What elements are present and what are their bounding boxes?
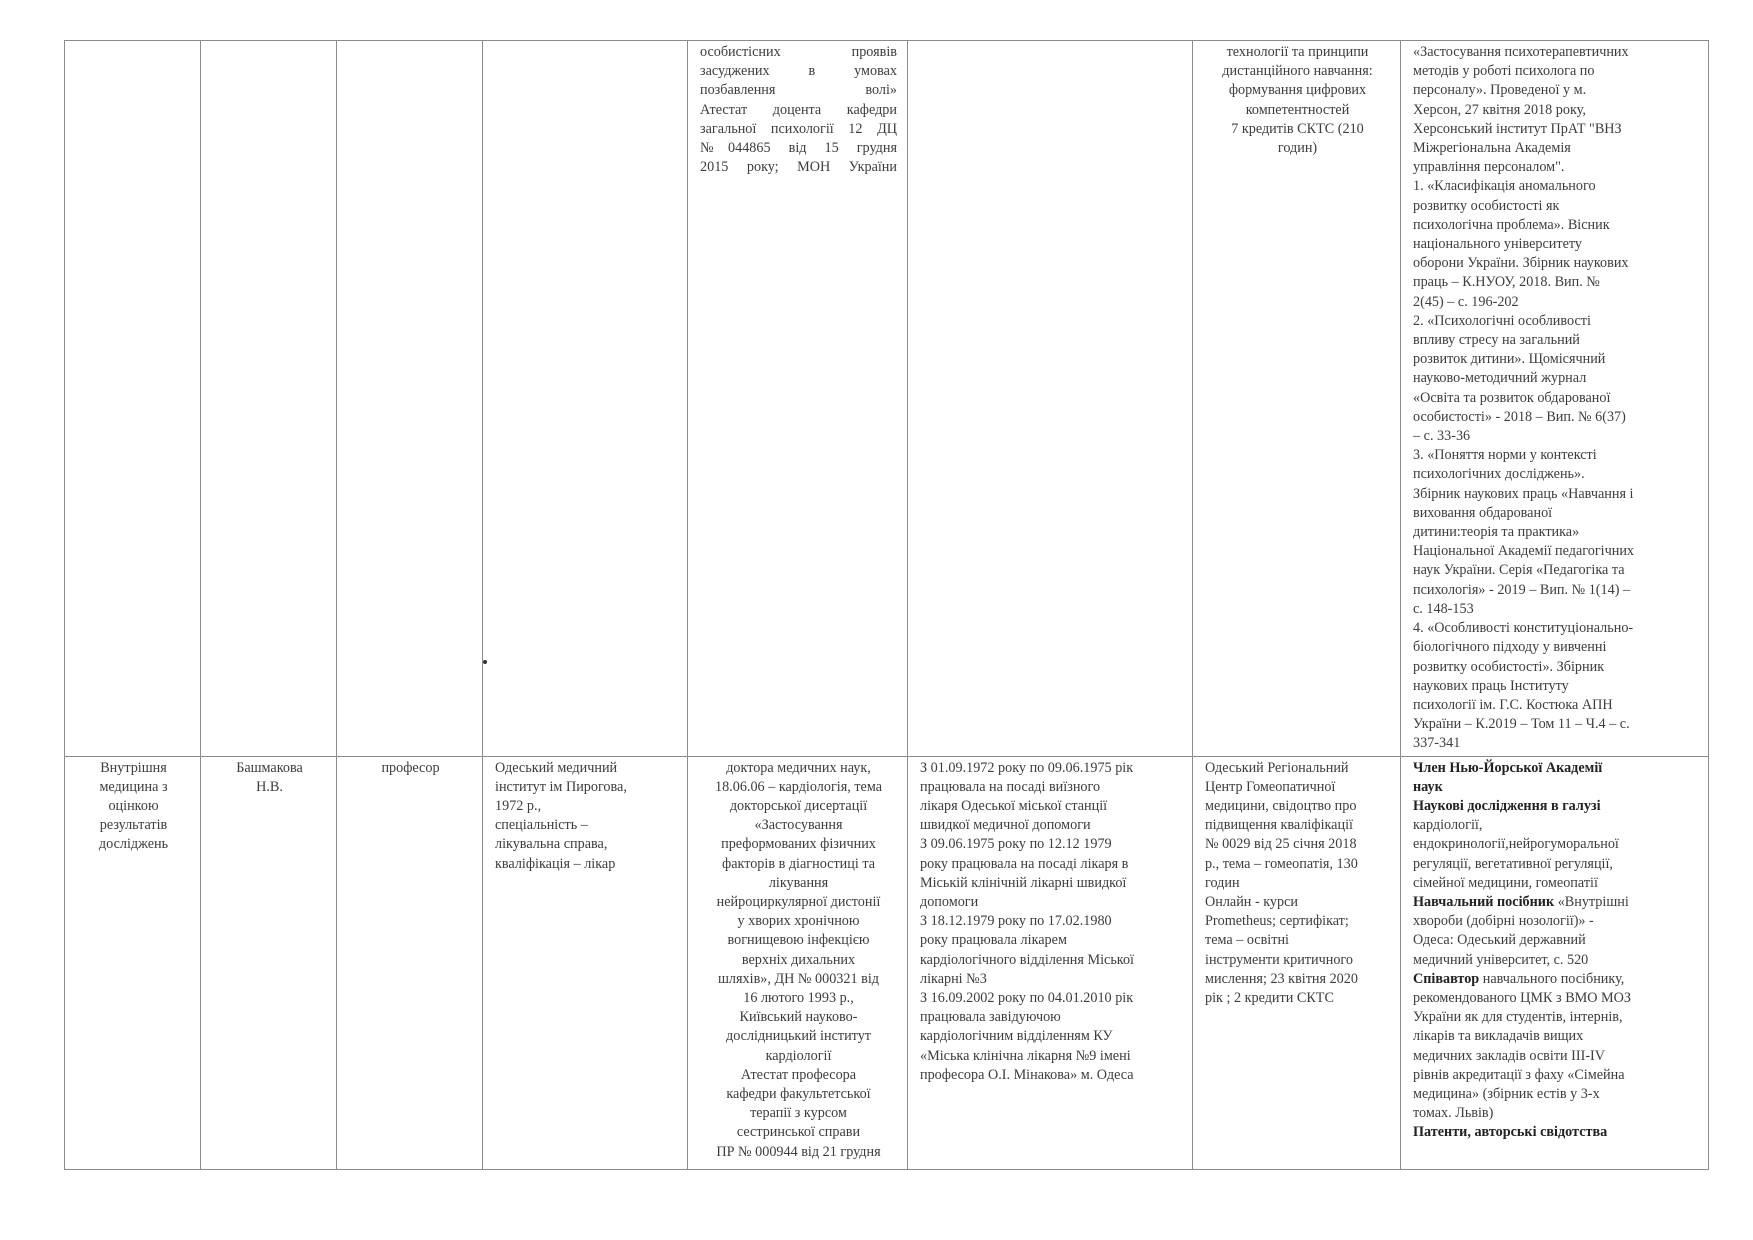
text-line: Херсон, 27 квітня 2018 року, [1413, 101, 1586, 118]
table-row [65, 756, 1709, 1169]
achievement-text: навчального посібнику, [1479, 970, 1625, 987]
text-line: 4. «Особливості конституціонально- [1413, 620, 1634, 637]
text-line: 18.06.06 – кардіологія, тема [714, 778, 883, 795]
cell-training [1193, 41, 1401, 757]
text-line: нейроциркулярної дистонії [716, 893, 881, 910]
text-line: наукових праць Інституту [1413, 677, 1569, 694]
text-line: кафедри факультетської [726, 1085, 871, 1102]
text-line: Prometheus; сертифікат; [1205, 913, 1349, 930]
text-line: тема – освітні [1205, 932, 1289, 949]
achievement-text: хвороби (добірні нозології)» - [1413, 913, 1594, 930]
achievement-text: сімейної медицини, гомеопатії [1413, 874, 1598, 891]
text-line: кваліфікація – лікар [495, 855, 616, 872]
text-line: 3. «Поняття норми у контексті [1413, 447, 1597, 464]
text-line: праць – К.НУОУ, 2018. Вип. № [1413, 274, 1600, 291]
text-line: особистісних проявів [700, 44, 897, 60]
achievement-line [1413, 855, 1698, 874]
achievement-line [1413, 797, 1698, 816]
cell-degree [688, 41, 908, 757]
text-line: факторів в діагностиці та [722, 855, 875, 872]
stray-dot [483, 660, 487, 664]
text-line: 1972 р., [495, 797, 542, 814]
text-line: управління персоналом". [1413, 159, 1565, 176]
text-line: інструменти критичного [1205, 951, 1353, 968]
text-line: працювала завідуючою [920, 1009, 1061, 1026]
text-line: впливу стресу на загальний [1413, 332, 1580, 349]
achievement-line [1413, 912, 1698, 931]
text-line: допомоги [920, 893, 979, 910]
text-line: дослідницький інститут [725, 1028, 871, 1045]
position-text: професор [381, 759, 440, 776]
text-line: годин) [1277, 140, 1318, 157]
cell-position [337, 756, 483, 1169]
achievement-heading: Патенти, авторські свідотства [1413, 1124, 1608, 1141]
text-line: оборони України. Збірник наукових [1413, 255, 1629, 272]
text-line: З 01.09.1972 року по 09.06.1975 рік [920, 759, 1134, 776]
text-line: України – К.2019 – Том 11 – Ч.4 – с. [1413, 716, 1630, 733]
text-line: доктора медичних наук, [726, 759, 871, 776]
text-line: компетентностей [1245, 101, 1350, 118]
text-line: годин [1205, 874, 1240, 891]
text-line: сестринської справи [736, 1124, 861, 1141]
text-line: вогнищевою інфекцією [727, 932, 870, 949]
text-line: 2(45) – с. 196-202 [1413, 293, 1519, 310]
text-line: Н.В. [256, 778, 283, 795]
text-line: інститут ім Пирогова, [495, 778, 627, 795]
text-line: загальної психології 12 ДЦ [700, 120, 897, 137]
table-row [65, 41, 1709, 757]
text-line: шляхів», ДН № 000321 від [718, 970, 879, 987]
achievement-heading: Наукові дослідження в галузі [1413, 797, 1601, 814]
achievement-line [1413, 874, 1698, 893]
cell-achievements [1401, 756, 1709, 1169]
text-line: с. 148-153 [1413, 600, 1474, 617]
text-line: працювала на посаді виїзного [920, 778, 1101, 795]
text-line: кардіологічним відділенням КУ [920, 1028, 1113, 1045]
text-line: кардіології [765, 1047, 832, 1064]
achievement-text: медичних закладів освіти III-IV [1413, 1047, 1606, 1064]
text-line: Башмакова [236, 759, 303, 776]
achievement-line [1413, 759, 1698, 778]
cell-education [483, 41, 688, 757]
text-line: 1. «Класифікація аномального [1413, 178, 1596, 195]
cell-position [337, 41, 483, 757]
text-line: особистості» - 2018 – Вип. № 6(37) [1413, 408, 1626, 425]
achievement-line [1413, 989, 1698, 1008]
achievement-text: медицина» (збірник естів у 3-х [1413, 1085, 1600, 1102]
text-line: позбавлення волі» [700, 82, 897, 99]
text-line: Одеський медичний [495, 759, 618, 776]
text-line: психологія» - 2019 – Вип. № 1(14) – [1413, 581, 1631, 598]
text-line: року працювала на посаді лікаря в [920, 855, 1129, 872]
cell-experience [908, 756, 1193, 1169]
text-line: Атестат доцента кафедри [700, 101, 897, 118]
text-line: розвиток дитини». Щомісячний [1413, 351, 1606, 368]
text-line: технології та принципи [1226, 44, 1369, 60]
text-line: науково-методичний журнал [1413, 370, 1587, 387]
text-line: Міжрегіональна Академія [1413, 140, 1571, 157]
text-line: 16 лютого 1993 р., [743, 989, 854, 1006]
text-line: №044865 від 15 грудня [700, 140, 897, 157]
text-line: методів у роботі психолога по [1413, 63, 1595, 80]
text-line: «Застосування психотерапевтичних [1413, 44, 1629, 60]
achievement-text: лікарів та викладачів вищих [1413, 1028, 1584, 1045]
text-line: № 0029 від 25 січня 2018 [1205, 836, 1357, 853]
text-line: 2015 року; МОН України [700, 159, 897, 176]
cell-discipline [65, 756, 201, 1169]
achievement-text: регуляції, вегетативної регуляції, [1413, 855, 1613, 872]
achievement-line [1413, 1008, 1698, 1027]
achievement-line [1413, 1104, 1698, 1123]
text-line: результатів [99, 817, 168, 834]
cell-achievements [1401, 41, 1709, 757]
achievement-heading: Співавтор [1413, 970, 1480, 987]
text-line: – с. 33-36 [1413, 428, 1471, 445]
achievement-line [1413, 1047, 1698, 1066]
achievement-line [1413, 816, 1698, 835]
text-line: ПР № 000944 від 21 грудня [716, 1143, 881, 1160]
text-line: «Освіта та розвиток обдарованої [1413, 389, 1611, 406]
text-line: року працювала лікарем [920, 932, 1067, 949]
text-line: формування цифрових [1228, 82, 1367, 99]
text-line: «Міська клінічна лікарня №9 імені [920, 1047, 1131, 1064]
text-line: психологічна проблема». Вісник [1413, 216, 1610, 233]
text-line: кардіологічного відділення Міської [920, 951, 1134, 968]
achievement-heading: Член Нью-Йорської Академії [1413, 759, 1603, 776]
text-line: досліджень [98, 836, 169, 853]
achievement-text: Одеса: Одеський державний [1413, 932, 1586, 949]
text-line: медицина з [99, 778, 168, 795]
text-line: Центр Гомеопатичної [1205, 778, 1336, 795]
achievement-text: кардіології, [1413, 817, 1483, 834]
achievement-line [1413, 1085, 1698, 1104]
cell-name [201, 756, 337, 1169]
text-line: р., тема – гомеопатія, 130 [1205, 855, 1358, 872]
achievement-line [1413, 835, 1698, 854]
text-line: національного університету [1413, 236, 1583, 253]
text-line: виховання обдарованої [1413, 504, 1553, 521]
text-line: 2. «Психологічні особливості [1413, 312, 1591, 329]
achievement-line [1413, 1066, 1698, 1085]
text-line: З 09.06.1975 року по 12.12 1979 [920, 836, 1112, 853]
text-line: Атестат професора [740, 1066, 857, 1083]
text-line: мислення; 23 квітня 2020 [1205, 970, 1358, 987]
text-line: лікувальна справа, [495, 836, 608, 853]
text-line: Одеський Регіональний [1205, 759, 1349, 776]
achievement-text: «Внутрішні [1554, 893, 1629, 910]
achievement-heading: наук [1413, 778, 1443, 795]
text-line: преформованих фізичних [721, 836, 876, 853]
cell-degree [688, 756, 908, 1169]
achievement-line [1413, 1123, 1698, 1142]
text-line: дитини:теорія та практика» [1413, 524, 1580, 541]
text-line: оцінкою [108, 797, 159, 814]
text-line: З 18.12.1979 року по 17.02.1980 [920, 913, 1112, 930]
achievement-text: рівнів акредитації з фаху «Сімейна [1413, 1066, 1625, 1083]
text-line: професора О.І. Мінакова» м. Одеса [920, 1066, 1134, 1083]
achievement-text: томах. Львів) [1413, 1105, 1494, 1122]
text-line: засуджених в умовах [700, 63, 897, 80]
text-line: Херсонський інститут ПрАТ "ВНЗ [1413, 120, 1622, 137]
cell-name [201, 41, 337, 757]
text-line: Київський науково- [739, 1009, 858, 1026]
achievement-line [1413, 970, 1698, 989]
text-line: «Застосування [754, 817, 843, 834]
text-line: Внутрішня [100, 759, 167, 776]
achievement-line [1413, 931, 1698, 950]
text-line: лікарні №3 [920, 970, 987, 987]
text-line: лікування [768, 874, 829, 891]
text-line: верхніх дихальних [741, 951, 856, 968]
cell-education [483, 756, 688, 1169]
text-line: персоналу». Проведеної у м. [1413, 82, 1587, 99]
achievement-line [1413, 778, 1698, 797]
text-line: швидкої медичної допомоги [920, 817, 1091, 834]
cell-experience [908, 41, 1193, 757]
text-line: лікаря Одеської міської станції [920, 797, 1108, 814]
text-line: наук України. Серія «Педагогіка та [1413, 562, 1625, 579]
text-line: Міській клінічній лікарні швидкої [920, 874, 1127, 891]
text-line: докторської дисертації [729, 797, 868, 814]
text-line: Онлайн - курси [1205, 893, 1298, 910]
text-line: підвищення кваліфікації [1205, 817, 1353, 834]
text-line: психології ім. Г.С. Костюка АПН [1413, 696, 1613, 713]
text-line: спеціальність – [495, 817, 588, 834]
text-line: психологічних досліджень». [1413, 466, 1585, 483]
text-line: З 16.09.2002 року по 04.01.2010 рік [920, 989, 1134, 1006]
achievement-text: рекомендованого ЦМК з ВМО МОЗ [1413, 989, 1632, 1006]
staff-table [64, 40, 1709, 1170]
achievement-text: ендокринології,нейрогуморальної [1413, 836, 1619, 853]
text-line: розвитку особистості». Збірник [1413, 658, 1605, 675]
cell-discipline [65, 41, 201, 757]
text-line: розвитку особистості як [1413, 197, 1560, 214]
text-line: дистанційного навчання: [1222, 63, 1373, 80]
achievement-line [1413, 1027, 1698, 1046]
achievement-heading: Навчальний посібник [1413, 893, 1555, 910]
achievement-line [1413, 951, 1698, 970]
cell-training [1193, 756, 1401, 1169]
text-line: медицини, свідоцтво про [1205, 797, 1357, 814]
text-line: терапії з курсом [750, 1105, 847, 1122]
text-line: 7 кредитів СКТС (210 [1231, 120, 1364, 137]
text-line: у хворих хронічною [737, 913, 860, 930]
text-line: рік ; 2 кредити СКТС [1205, 989, 1334, 1006]
achievement-text: медичний університет, с. 520 [1413, 951, 1589, 968]
text-line: Національної Академії педагогічних [1413, 543, 1635, 560]
text-line: Збірник наукових праць «Навчання і [1413, 485, 1634, 502]
achievement-text: України як для студентів, інтернів, [1413, 1009, 1623, 1026]
text-line: біологічного підходу у вивченні [1413, 639, 1607, 656]
text-line: 337-341 [1413, 735, 1461, 752]
achievement-line [1413, 893, 1698, 912]
